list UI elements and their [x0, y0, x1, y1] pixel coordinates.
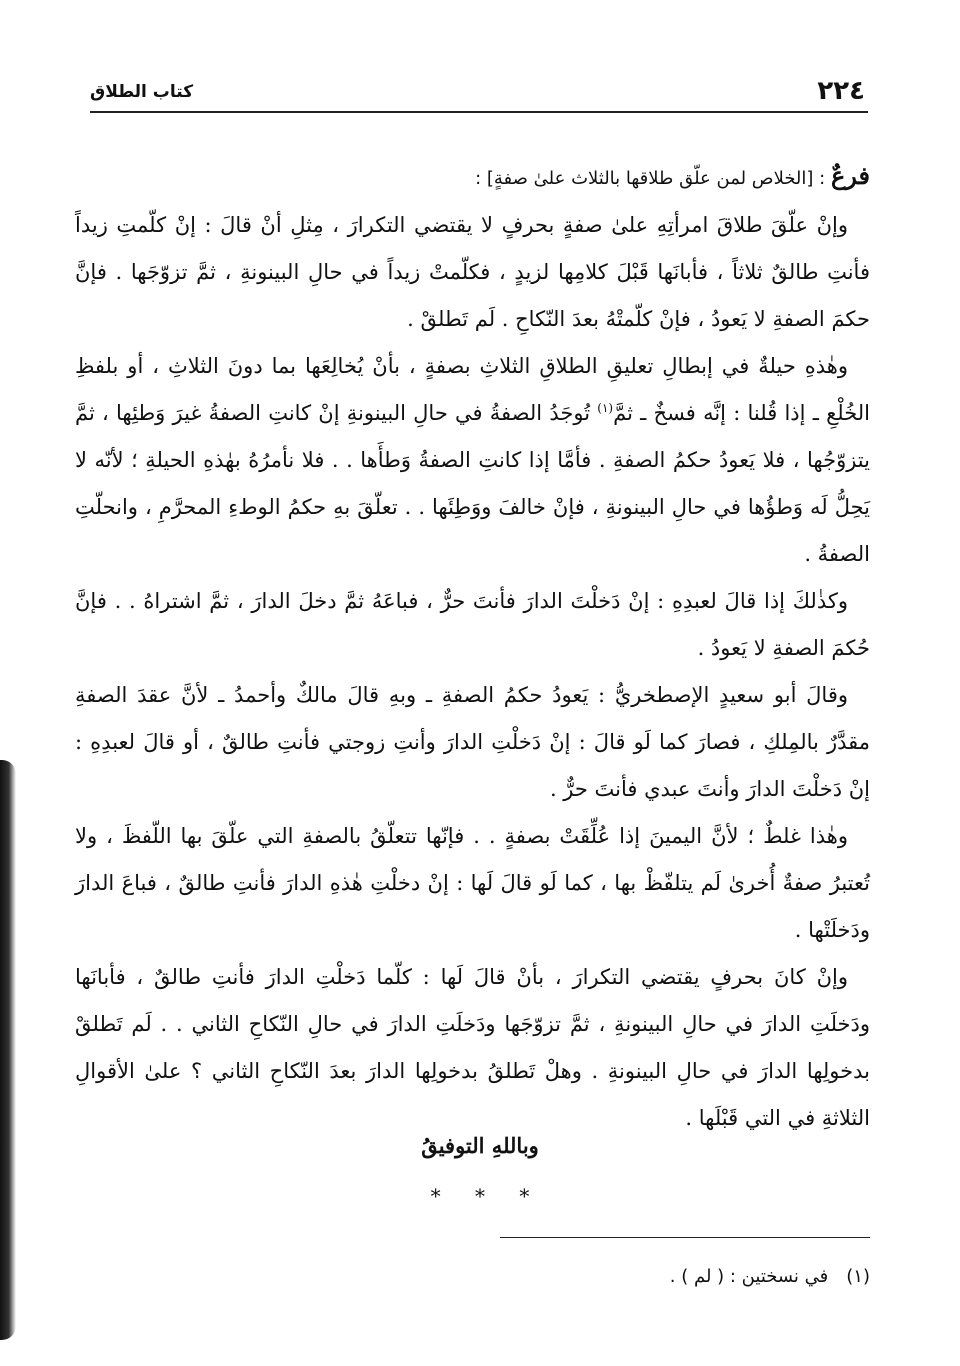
- header-rule: [90, 111, 868, 113]
- paragraph-1: وإنْ علّقَ طلاقَ امرأتِهِ علىٰ صفةٍ بحرفٍ لا يقتضي التكرارَ ، مِثلِ أنْ قالَ : إنْ كلّمتِ زيداً فأنتِ طالقٌ ثلاثاً ، فأبانَها قَبْلَ كلامِها لزيدٍ ، فكلّمتْ زيداً في حالِ البينونةِ ، ثمَّ تزوّجَها . فإنَّ حكمَ الصفةِ لا يَعودُ ، فإنْ كلّمتْهُ بعدَ النّكاحِ . لَم تَطلقْ .: [75, 213, 870, 331]
- running-title: كتاب الطلاق: [90, 82, 194, 102]
- section-heading: [75, 152, 870, 202]
- paragraph-3: وكذٰلكَ إذا قالَ لعبدِهِ : إنْ دَخلْتَ الدارَ فأنتَ حرٌّ ، فباعَهُ ثمَّ دخلَ الدارَ ، ثمَّ اشتراهُ . . فإنَّ حُكمَ الصفةِ لا يَعودُ .: [75, 589, 870, 660]
- footnote-rule: [500, 1237, 870, 1238]
- closing-phrase: وباللهِ التوفيقُ: [421, 1133, 539, 1158]
- section-title: : [الخلاص لمن علّق طلاقها بالثلاث علىٰ صفةٍ] :: [475, 168, 831, 189]
- paragraph-4: وقالَ أبو سعيدٍ الإصطخريُّ : يَعودُ حكمُ الصفةِ ـ وبهِ قالَ مالكٌ وأحمدُ ـ لأنَّ عقدَ الصفةِ مقدَّرٌ بالمِلكِ ، فصارَ كما لَو قالَ : إنْ دَخلْتِ الدارَ وأنتِ زوجتي فأنتِ طالقٌ ، أو قالَ لعبدِهِ : إنْ دَخلْتَ الدارَ وأنتَ عبدي فأنتَ حرٌّ .: [75, 683, 870, 801]
- section-end-stars: * * *: [430, 1184, 530, 1208]
- section-label: فرعٌ: [830, 161, 870, 190]
- footnote-marker: (١): [597, 401, 614, 415]
- paragraph-6: وإنْ كانَ بحرفٍ يقتضي التكرارَ ، بأنْ قالَ لَها : كلّما دَخلْتِ الدارَ فأنتِ طالقٌ ، فأبانَها ودَخلَتِ الدارَ في حالِ البينونةِ ، ثمَّ تزوّجَها ودَخلَتِ الدارَ في حالِ النّكاحِ الثاني . . لَم تَطلقْ بدخولِها الدارَ في حالِ البينونةِ . وهلْ تَطلقُ بدخولِها الدارَ بعدَ النّكاحِ الثاني ؟ علىٰ الأقوالِ الثلاثةِ في التي قَبْلَها .: [75, 965, 870, 1130]
- paragraph-2-part-b: تُوجَدُ الصفةُ في حالِ البينونةِ إنْ كانتِ الصفةُ غيرَ وَطئِها ، ثمَّ يتزوّجُها ، فلا يَعودُ حكمُ الصفةِ . فأمَّا إذا كانتِ الصفةُ وَطأَها . . فلا نأمرُهُ بهٰذهِ الحيلةِ ؛ لأنّه لا يَحِلُّ لَه وَطؤُها في حالِ البينونةِ ، فإنْ خالفَ ووَطِئَها . . تعلّقَ بهِ حكمُ الوطءِ المحرَّمِ ، وانحلّتِ الصفةُ .: [75, 401, 870, 566]
- scan-edge-shadow: [0, 760, 16, 1340]
- page-number: ٢٢٤: [817, 76, 865, 106]
- main-text: [75, 152, 870, 1142]
- footnote: [500, 1266, 870, 1287]
- paragraph-2: [75, 343, 870, 578]
- page-header: [90, 76, 865, 106]
- paragraph-5: وهٰذا غلطٌ ؛ لأنَّ اليمينَ إذا عُلِّقَتْ بصفةٍ . . فإنّها تتعلّقُ بالصفةِ التي علّقَ بها اللّفظَ ، ولا تُعتبرُ صفةٌ أُخرىٰ لَم يتلفّظْ بها ، كما لَو قالَ لَها : إنْ دخلْتِ هٰذهِ الدارَ فأنتِ طالقٌ ، فباعَ الدارَ ودَخلَتْها .: [75, 824, 870, 942]
- paragraph-2-part-a: وهٰذهِ حيلةٌ في إبطالِ تعليقِ الطلاقِ الثلاثِ بصفةٍ ، بأنْ يُخالِعَها بما دونَ الثلاثِ ، أو بلفظِ الخُلْعِ ـ إذا قُلنا : إنَّه فسخٌ ـ ثمَّ: [75, 354, 870, 425]
- footnote-number: (١): [846, 1266, 870, 1287]
- footnote-text: في نسختين : ( لم ) .: [669, 1266, 829, 1287]
